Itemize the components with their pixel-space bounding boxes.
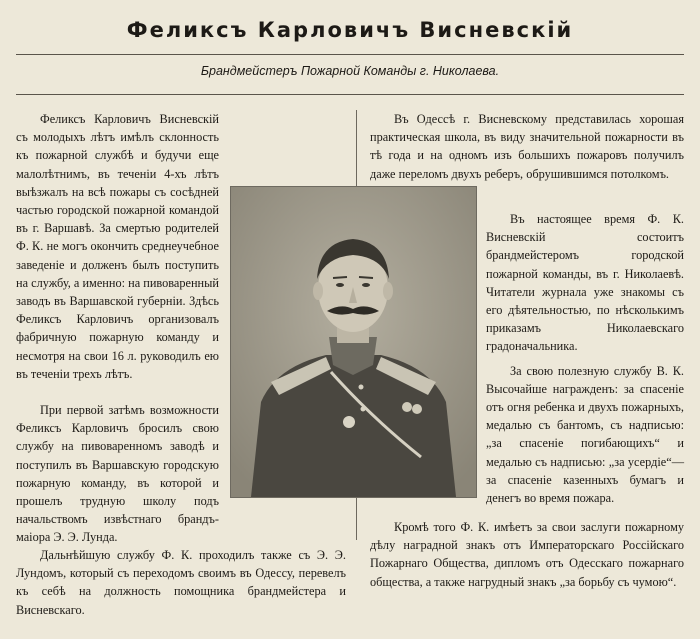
paragraph-current-position: Въ настоящее время Ф. К. Висневскій состоитъ брандмейстеромъ городской пожарной команды, въ г. Николаевѣ. Читатели журнала уже знакомы съ его дѣятельностью, по нѣсколькимъ приказамъ Николаевскаго градоначальника. (486, 212, 684, 354)
article-subtitle: Брандмейстеръ Пожарной Команды г. Николаева. (200, 64, 500, 78)
portrait-photo (230, 186, 477, 498)
left-column-bottom (16, 546, 346, 619)
header-rule (16, 94, 684, 95)
right-column-bottom (370, 518, 684, 591)
paragraph-early-life: Феликсъ Карловичъ Висневскій съ молодыхъ лѣтъ имѣлъ склонность къ пожарной службѣ и будучи еще малолѣтнимъ, въ теченіи 4-хъ лѣтъ выѣзжалъ на всѣ пожары съ сосѣдней частью городской пожарной командой въ г. Варшавѣ. За смертью родителей Ф. К. не могъ окончить среднеучебное заведеніе и долженъ былъ поступить на службу, а именно: на пивоваренный заводъ въ Варшавской губерніи. Здѣсь Феликсъ Карловичъ организовалъ фабричную пожарную команду и несмотря на свои 16 л. руководилъ ею въ теченіи трехъ лѣтъ. (16, 112, 219, 381)
title-rule (16, 54, 684, 55)
paragraph-odessa-transfer: Дальнѣйшую службу Ф. К. проходилъ также съ Э. Э. Лундомъ, который съ переходомъ своимъ въ Одессу, перевелъ къ себѣ на должность помощника брандмейстера и Висневскаго. (16, 548, 346, 617)
left-column-middle (16, 401, 219, 547)
paragraph-awards: За свою полезную службу В. К. Высочайше награжденъ: за спасеніе отъ огня ребенка и двухъ пожарныхъ, медалью съ бантомъ, съ надписью: „за спасеніе погибающихъ“ и медалью съ надписью: „за усердіе“—за спасеніе казенныхъ бумагъ и денегъ во время пожара. (486, 363, 684, 506)
article-title: Феликсъ Карловичъ Висневскій (126, 18, 574, 42)
paragraph-odessa-school: Въ Одессѣ г. Висневскому представилась хорошая практическая школа, въ виду значительной пожарности въ тѣ года и на одномъ изъ большихъ пожаровъ получилъ даже переломъ двухъ реберъ, обрушившимся потолкомъ. (370, 112, 684, 181)
paragraph-warsaw-service: При первой затѣмъ возможности Феликсъ Карловичъ бросилъ свою службу на пивоваренномъ заводѣ и поступилъ въ Варшавскую городскую пожарную команду, въ которой и прошелъ трудную школу подъ начальствомъ извѣстнаго брандъ-маіора Э. Э. Лунда. (16, 403, 219, 545)
right-column-middle (486, 210, 684, 507)
right-column-top (370, 110, 684, 183)
paragraph-decorations: Кромѣ того Ф. К. имѣетъ за свои заслуги пожарному дѣлу наградной знакъ отъ Императорскаго Россійскаго Пожарнаго Общества, дипломъ отъ Одесскаго пожарнаго общества, а также нагрудный знакъ „за борьбу съ чумою“. (370, 520, 684, 589)
left-column-top (16, 110, 219, 383)
